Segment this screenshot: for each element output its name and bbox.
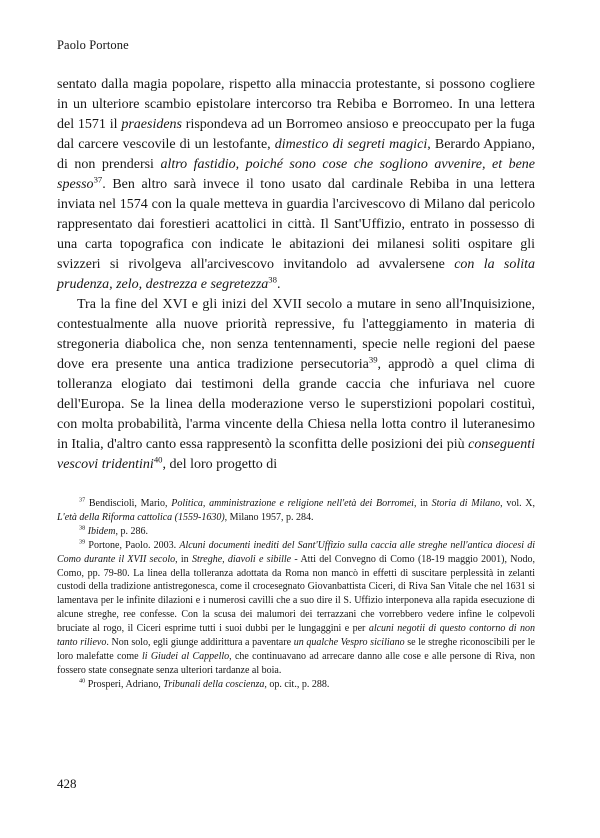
text-run: , Milano 1957, p. 284. (224, 511, 314, 523)
text-run: Tra la fine del XVI e gli inizi del XVII secolo a mutare in seno all'Inquisizione, contestualmente alla nuove priorità repressive, fu l'atteggiamento in materia di stregoneria diabolica che, non senza tentennamenti, specie nelle regioni del paese dove era presente una antica tradizione persecutoria (57, 297, 535, 372)
paragraph (57, 295, 535, 475)
footnote-number: 39 (79, 538, 86, 546)
italic-text: altro fastidio, poiché sono cose che sogliono avvenire, et bene spesso (57, 157, 536, 192)
footnote-text (57, 540, 535, 676)
text-run: , in (413, 498, 432, 509)
italic-text: Streghe, diavoli e sibille (191, 553, 292, 565)
italic-text: un qualche Vespro siciliano (293, 637, 405, 649)
footnote-text (57, 498, 535, 523)
footnote-number: 40 (79, 677, 86, 685)
text-run: Prosperi, Adriano, (85, 678, 164, 690)
text-run: rispondeva ad un Borromeo ansioso e preoccupato per la fuga dal carcere vescovile di un lestofante, (57, 117, 535, 152)
italic-text: Storia di Milano (431, 498, 501, 509)
italic-text: L'età della Riforma cattolica (1559-1630) (57, 511, 225, 523)
text-run: , in (175, 553, 192, 565)
text-run: sentato dalla magia popolare, rispetto alla minaccia protestante, si possono cogliere in un ulteriore scambio epistolare intercorso tra Rebiba e Borromeo. In una lettera del 1571 il (57, 77, 535, 132)
footnote-number: 37 (79, 496, 86, 504)
footnote-40 (57, 678, 535, 692)
footnote-ref: 37 (93, 174, 103, 185)
text-run: , che continuavano ad arrecare danno alle cose e alle persone di Riva, non fossero state consegnate senza ulteriori tardanze al boia. (57, 650, 535, 676)
footnote-ref: 40 (153, 454, 163, 465)
text-run: , vol. X, (500, 498, 536, 509)
italic-text: li Giudei al Cappello (141, 650, 230, 662)
footnote-number: 38 (79, 524, 86, 532)
italic-text: Alcuni documenti inediti del Sant'Uffizio sulla caccia alle streghe nell'antica diocesi di Como durante il XVII secolo (57, 539, 535, 565)
italic-text: alcuni negotii di questo contorno di non tanto rilievo (57, 623, 535, 649)
footnote-text (85, 679, 329, 690)
italic-text: dimestico di segreti magici (274, 137, 428, 152)
text-run: , Berardo Appiano, di non prendersi (57, 137, 536, 172)
italic-text: conseguenti vescovi tridentini (57, 437, 535, 472)
text-run: , p. 286. (115, 525, 148, 537)
italic-text: Ibidem (87, 525, 116, 537)
italic-text: Politica, amministrazione e religione nell'età dei Borromei (171, 498, 414, 509)
text-run: , op. cit., p. 288. (264, 678, 330, 690)
footnote-text (85, 526, 148, 537)
text-run: . (276, 277, 281, 292)
footnote-ref: 38 (268, 274, 277, 285)
text-run: se le streghe riconoscibili per le loro malefatte come (57, 637, 535, 662)
footnote-37 (57, 497, 535, 525)
text-run: . Ben altro sarà invece il tono usato dal cardinale Rebiba in una lettera inviata nel 1574 con la quale metteva in guardia l'arcivescovo di Milano dal pericolo rappresentato dai forestieri acattolici in città. Il Sant'Uffizio, entrato in possesso di una carta topografica con indicate le abitazioni dei milanesi soliti ospitare gli svizzeri si rivolgeva all'arcivescovo invitandolo ad avvalersene (57, 177, 535, 272)
footnote-39 (57, 539, 535, 678)
text-run: Portone, Paolo. 2003. (85, 539, 180, 551)
italic-text: con la solita prudenza, zelo, destrezza e segretezza (57, 257, 535, 292)
italic-text: praesidens (121, 117, 182, 132)
running-head-author: Paolo Portone (57, 38, 129, 52)
text-run: Bendiscioli, Mario, (85, 498, 172, 509)
italic-text: Tribunali della coscienza (163, 678, 265, 690)
footnotes (57, 497, 535, 692)
paragraph (57, 75, 535, 295)
text-run: - Atti del Convegno di Como (18-19 maggio 2001), Nodo, Como, pp. 79-80. La linea della tolleranza adottata da Roma non mancò in effetti di suscitare perplessità in zelanti custodi della tradizione antistregonesca, come il crocesegnato Giovanbattista Ciceri, di Riva San Vitale che nel 1631 si lamentava per le infinite dilazioni e i numerosi cavilli che a suo dire il S. Uffizio interponeva alla rapida esecuzione di alcune streghe, ree confesse. Con la scusa dei malumori dei terrazzani che vorrebbero vedere infine le colpevoli bruciate al rogo, il Ciceri esprime tutti i suoi dubbi per le lungaggini e per (57, 553, 536, 635)
footnote-ref: 39 (368, 354, 378, 365)
footnote-38 (57, 525, 535, 539)
main-text (57, 75, 535, 475)
page-number: 428 (57, 776, 77, 791)
text-run: , del loro progetto di (162, 457, 278, 472)
text-run: . Non solo, egli giunge addirittura a paventare (106, 637, 294, 649)
text-run: , approdò a quel clima di tolleranza elogiato dai testimoni della grande caccia che infuriava nel cuore dell'Europa. Se la linea della moderazione verso le superstizioni popolari costituì, con molta probabilità, l'arma vincente della Chiesa nella lotta contro il luteranesimo in Italia, d'altro canto essa rappresentò la sconfitta delle posizioni dei più (57, 357, 535, 452)
